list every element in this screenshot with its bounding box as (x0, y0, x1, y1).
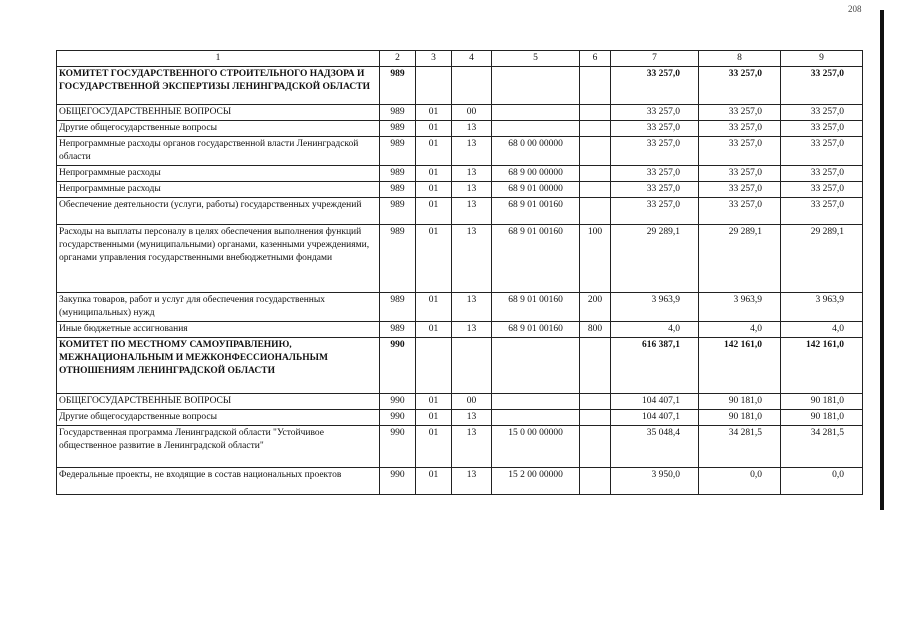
header-cell: 1 (57, 51, 380, 67)
section-code-cell: 01 (416, 322, 452, 338)
subsection-code-cell: 13 (452, 468, 492, 495)
amount-year2-cell: 3 963,9 (699, 293, 781, 322)
row-name-cell: Обеспечение деятельности (услуги, работы) государственных учреждений (57, 198, 380, 225)
ministry-code-cell: 989 (380, 322, 416, 338)
section-code-cell: 01 (416, 426, 452, 468)
table-row (57, 225, 863, 293)
ministry-code-cell: 989 (380, 166, 416, 182)
amount-year3-cell: 33 257,0 (781, 121, 863, 137)
section-code-cell: 01 (416, 166, 452, 182)
amount-year1-cell: 33 257,0 (611, 166, 699, 182)
amount-year1-cell: 33 257,0 (611, 182, 699, 198)
row-name-cell: Непрограммные расходы органов государственной власти Ленинградской области (57, 137, 380, 166)
amount-year1-cell: 3 950,0 (611, 468, 699, 495)
row-name-cell: Иные бюджетные ассигнования (57, 322, 380, 338)
ministry-code-cell: 989 (380, 293, 416, 322)
row-name-cell: Расходы на выплаты персоналу в целях обеспечения выполнения функций государственными (муниципальными) органами, казенными учреждениями, органами управления государственными внебюджетными фондами (57, 225, 380, 293)
ministry-code-cell: 989 (380, 67, 416, 105)
amount-year2-cell: 29 289,1 (699, 225, 781, 293)
amount-year2-cell: 33 257,0 (699, 137, 781, 166)
amount-year3-cell: 33 257,0 (781, 182, 863, 198)
expense-type-cell (580, 410, 611, 426)
amount-year1-cell: 29 289,1 (611, 225, 699, 293)
section-code-cell: 01 (416, 105, 452, 121)
amount-year3-cell: 3 963,9 (781, 293, 863, 322)
target-article-cell (492, 338, 580, 394)
section-code-cell: 01 (416, 137, 452, 166)
expense-type-cell (580, 137, 611, 166)
header-cell: 2 (380, 51, 416, 67)
table-row (57, 105, 863, 121)
amount-year1-cell: 33 257,0 (611, 121, 699, 137)
amount-year1-cell: 104 407,1 (611, 394, 699, 410)
table-row (57, 137, 863, 166)
amount-year2-cell: 90 181,0 (699, 410, 781, 426)
amount-year3-cell: 33 257,0 (781, 137, 863, 166)
expense-type-cell (580, 182, 611, 198)
amount-year1-cell: 104 407,1 (611, 410, 699, 426)
ministry-code-cell: 990 (380, 338, 416, 394)
header-cell: 3 (416, 51, 452, 67)
amount-year3-cell: 33 257,0 (781, 166, 863, 182)
section-code-cell: 01 (416, 293, 452, 322)
amount-year2-cell: 0,0 (699, 468, 781, 495)
ministry-code-cell: 989 (380, 105, 416, 121)
budget-table (56, 50, 863, 495)
expense-type-cell (580, 338, 611, 394)
expense-type-cell (580, 468, 611, 495)
target-article-cell (492, 394, 580, 410)
subsection-code-cell: 00 (452, 394, 492, 410)
header-cell: 8 (699, 51, 781, 67)
target-article-cell: 68 9 01 00160 (492, 293, 580, 322)
expense-type-cell (580, 426, 611, 468)
subsection-code-cell (452, 67, 492, 105)
ministry-code-cell: 989 (380, 137, 416, 166)
amount-year2-cell: 33 257,0 (699, 166, 781, 182)
header-cell: 6 (580, 51, 611, 67)
section-code-cell (416, 67, 452, 105)
amount-year3-cell: 90 181,0 (781, 394, 863, 410)
amount-year2-cell: 34 281,5 (699, 426, 781, 468)
expense-type-cell (580, 198, 611, 225)
subsection-code-cell: 13 (452, 322, 492, 338)
amount-year3-cell: 4,0 (781, 322, 863, 338)
header-cell: 4 (452, 51, 492, 67)
table-row (57, 322, 863, 338)
row-name-cell: Непрограммные расходы (57, 166, 380, 182)
table-row (57, 182, 863, 198)
amount-year2-cell: 33 257,0 (699, 182, 781, 198)
expense-type-cell (580, 166, 611, 182)
subsection-code-cell (452, 338, 492, 394)
target-article-cell: 68 9 01 00160 (492, 225, 580, 293)
amount-year1-cell: 33 257,0 (611, 67, 699, 105)
amount-year3-cell: 142 161,0 (781, 338, 863, 394)
section-code-cell: 01 (416, 121, 452, 137)
row-name-cell: КОМИТЕТ ГОСУДАРСТВЕННОГО СТРОИТЕЛЬНОГО НАДЗОРА И ГОСУДАРСТВЕННОЙ ЭКСПЕРТИЗЫ ЛЕНИНГРАДСКОЙ ОБЛАСТИ (57, 67, 380, 105)
target-article-cell (492, 410, 580, 426)
subsection-code-cell: 13 (452, 426, 492, 468)
table-row (57, 121, 863, 137)
target-article-cell (492, 121, 580, 137)
subsection-code-cell: 13 (452, 182, 492, 198)
amount-year3-cell: 29 289,1 (781, 225, 863, 293)
table-row (57, 198, 863, 225)
section-code-cell: 01 (416, 410, 452, 426)
subsection-code-cell: 13 (452, 225, 492, 293)
section-code-cell (416, 338, 452, 394)
amount-year1-cell: 616 387,1 (611, 338, 699, 394)
ministry-code-cell: 990 (380, 394, 416, 410)
table-row (57, 293, 863, 322)
amount-year3-cell: 90 181,0 (781, 410, 863, 426)
ministry-code-cell: 990 (380, 410, 416, 426)
subsection-code-cell: 00 (452, 105, 492, 121)
ministry-code-cell: 990 (380, 426, 416, 468)
table-row (57, 338, 863, 394)
amount-year2-cell: 33 257,0 (699, 198, 781, 225)
row-name-cell: Государственная программа Ленинградской области "Устойчивое общественное развитие в Ленинградской области" (57, 426, 380, 468)
subsection-code-cell: 13 (452, 198, 492, 225)
expense-type-cell: 200 (580, 293, 611, 322)
amount-year1-cell: 33 257,0 (611, 105, 699, 121)
ministry-code-cell: 990 (380, 468, 416, 495)
table-row (57, 468, 863, 495)
table-row (57, 394, 863, 410)
amount-year2-cell: 33 257,0 (699, 67, 781, 105)
section-code-cell: 01 (416, 225, 452, 293)
header-cell: 7 (611, 51, 699, 67)
target-article-cell: 15 0 00 00000 (492, 426, 580, 468)
amount-year2-cell: 142 161,0 (699, 338, 781, 394)
subsection-code-cell: 13 (452, 121, 492, 137)
target-article-cell: 68 9 01 00000 (492, 182, 580, 198)
amount-year2-cell: 33 257,0 (699, 105, 781, 121)
target-article-cell: 15 2 00 00000 (492, 468, 580, 495)
table-row (57, 67, 863, 105)
amount-year3-cell: 34 281,5 (781, 426, 863, 468)
section-code-cell: 01 (416, 182, 452, 198)
target-article-cell: 68 9 01 00160 (492, 198, 580, 225)
amount-year1-cell: 33 257,0 (611, 137, 699, 166)
amount-year1-cell: 35 048,4 (611, 426, 699, 468)
ministry-code-cell: 989 (380, 225, 416, 293)
row-name-cell: ОБЩЕГОСУДАРСТВЕННЫЕ ВОПРОСЫ (57, 105, 380, 121)
ministry-code-cell: 989 (380, 121, 416, 137)
section-code-cell: 01 (416, 198, 452, 225)
header-cell: 5 (492, 51, 580, 67)
target-article-cell (492, 105, 580, 121)
target-article-cell: 68 9 01 00160 (492, 322, 580, 338)
row-name-cell: Закупка товаров, работ и услуг для обеспечения государственных (муниципальных) нужд (57, 293, 380, 322)
amount-year2-cell: 33 257,0 (699, 121, 781, 137)
row-name-cell: Другие общегосударственные вопросы (57, 410, 380, 426)
row-name-cell: ОБЩЕГОСУДАРСТВЕННЫЕ ВОПРОСЫ (57, 394, 380, 410)
table-row (57, 426, 863, 468)
subsection-code-cell: 13 (452, 293, 492, 322)
expense-type-cell (580, 394, 611, 410)
target-article-cell: 68 0 00 00000 (492, 137, 580, 166)
expense-type-cell: 800 (580, 322, 611, 338)
amount-year3-cell: 33 257,0 (781, 198, 863, 225)
expense-type-cell (580, 67, 611, 105)
amount-year1-cell: 3 963,9 (611, 293, 699, 322)
row-name-cell: Другие общегосударственные вопросы (57, 121, 380, 137)
subsection-code-cell: 13 (452, 166, 492, 182)
section-code-cell: 01 (416, 394, 452, 410)
ministry-code-cell: 989 (380, 182, 416, 198)
amount-year1-cell: 33 257,0 (611, 198, 699, 225)
subsection-code-cell: 13 (452, 137, 492, 166)
row-name-cell: КОМИТЕТ ПО МЕСТНОМУ САМОУПРАВЛЕНИЮ, МЕЖНАЦИОНАЛЬНЫМ И МЕЖКОНФЕССИОНАЛЬНЫМ ОТНОШЕНИЯМ ЛЕНИНГРАДСКОЙ ОБЛАСТИ (57, 338, 380, 394)
amount-year3-cell: 33 257,0 (781, 67, 863, 105)
subsection-code-cell: 13 (452, 410, 492, 426)
header-cell: 9 (781, 51, 863, 67)
row-name-cell: Непрограммные расходы (57, 182, 380, 198)
target-article-cell: 68 9 00 00000 (492, 166, 580, 182)
amount-year2-cell: 4,0 (699, 322, 781, 338)
expense-type-cell (580, 105, 611, 121)
expense-type-cell: 100 (580, 225, 611, 293)
header-row (57, 51, 863, 67)
page-number: 208 (848, 4, 862, 14)
amount-year3-cell: 0,0 (781, 468, 863, 495)
table-body (57, 51, 863, 495)
section-code-cell: 01 (416, 468, 452, 495)
amount-year2-cell: 90 181,0 (699, 394, 781, 410)
row-name-cell: Федеральные проекты, не входящие в состав национальных проектов (57, 468, 380, 495)
amount-year1-cell: 4,0 (611, 322, 699, 338)
amount-year3-cell: 33 257,0 (781, 105, 863, 121)
target-article-cell (492, 67, 580, 105)
table-row (57, 410, 863, 426)
ministry-code-cell: 989 (380, 198, 416, 225)
table-row (57, 166, 863, 182)
expense-type-cell (580, 121, 611, 137)
scan-edge-bar (880, 10, 884, 510)
